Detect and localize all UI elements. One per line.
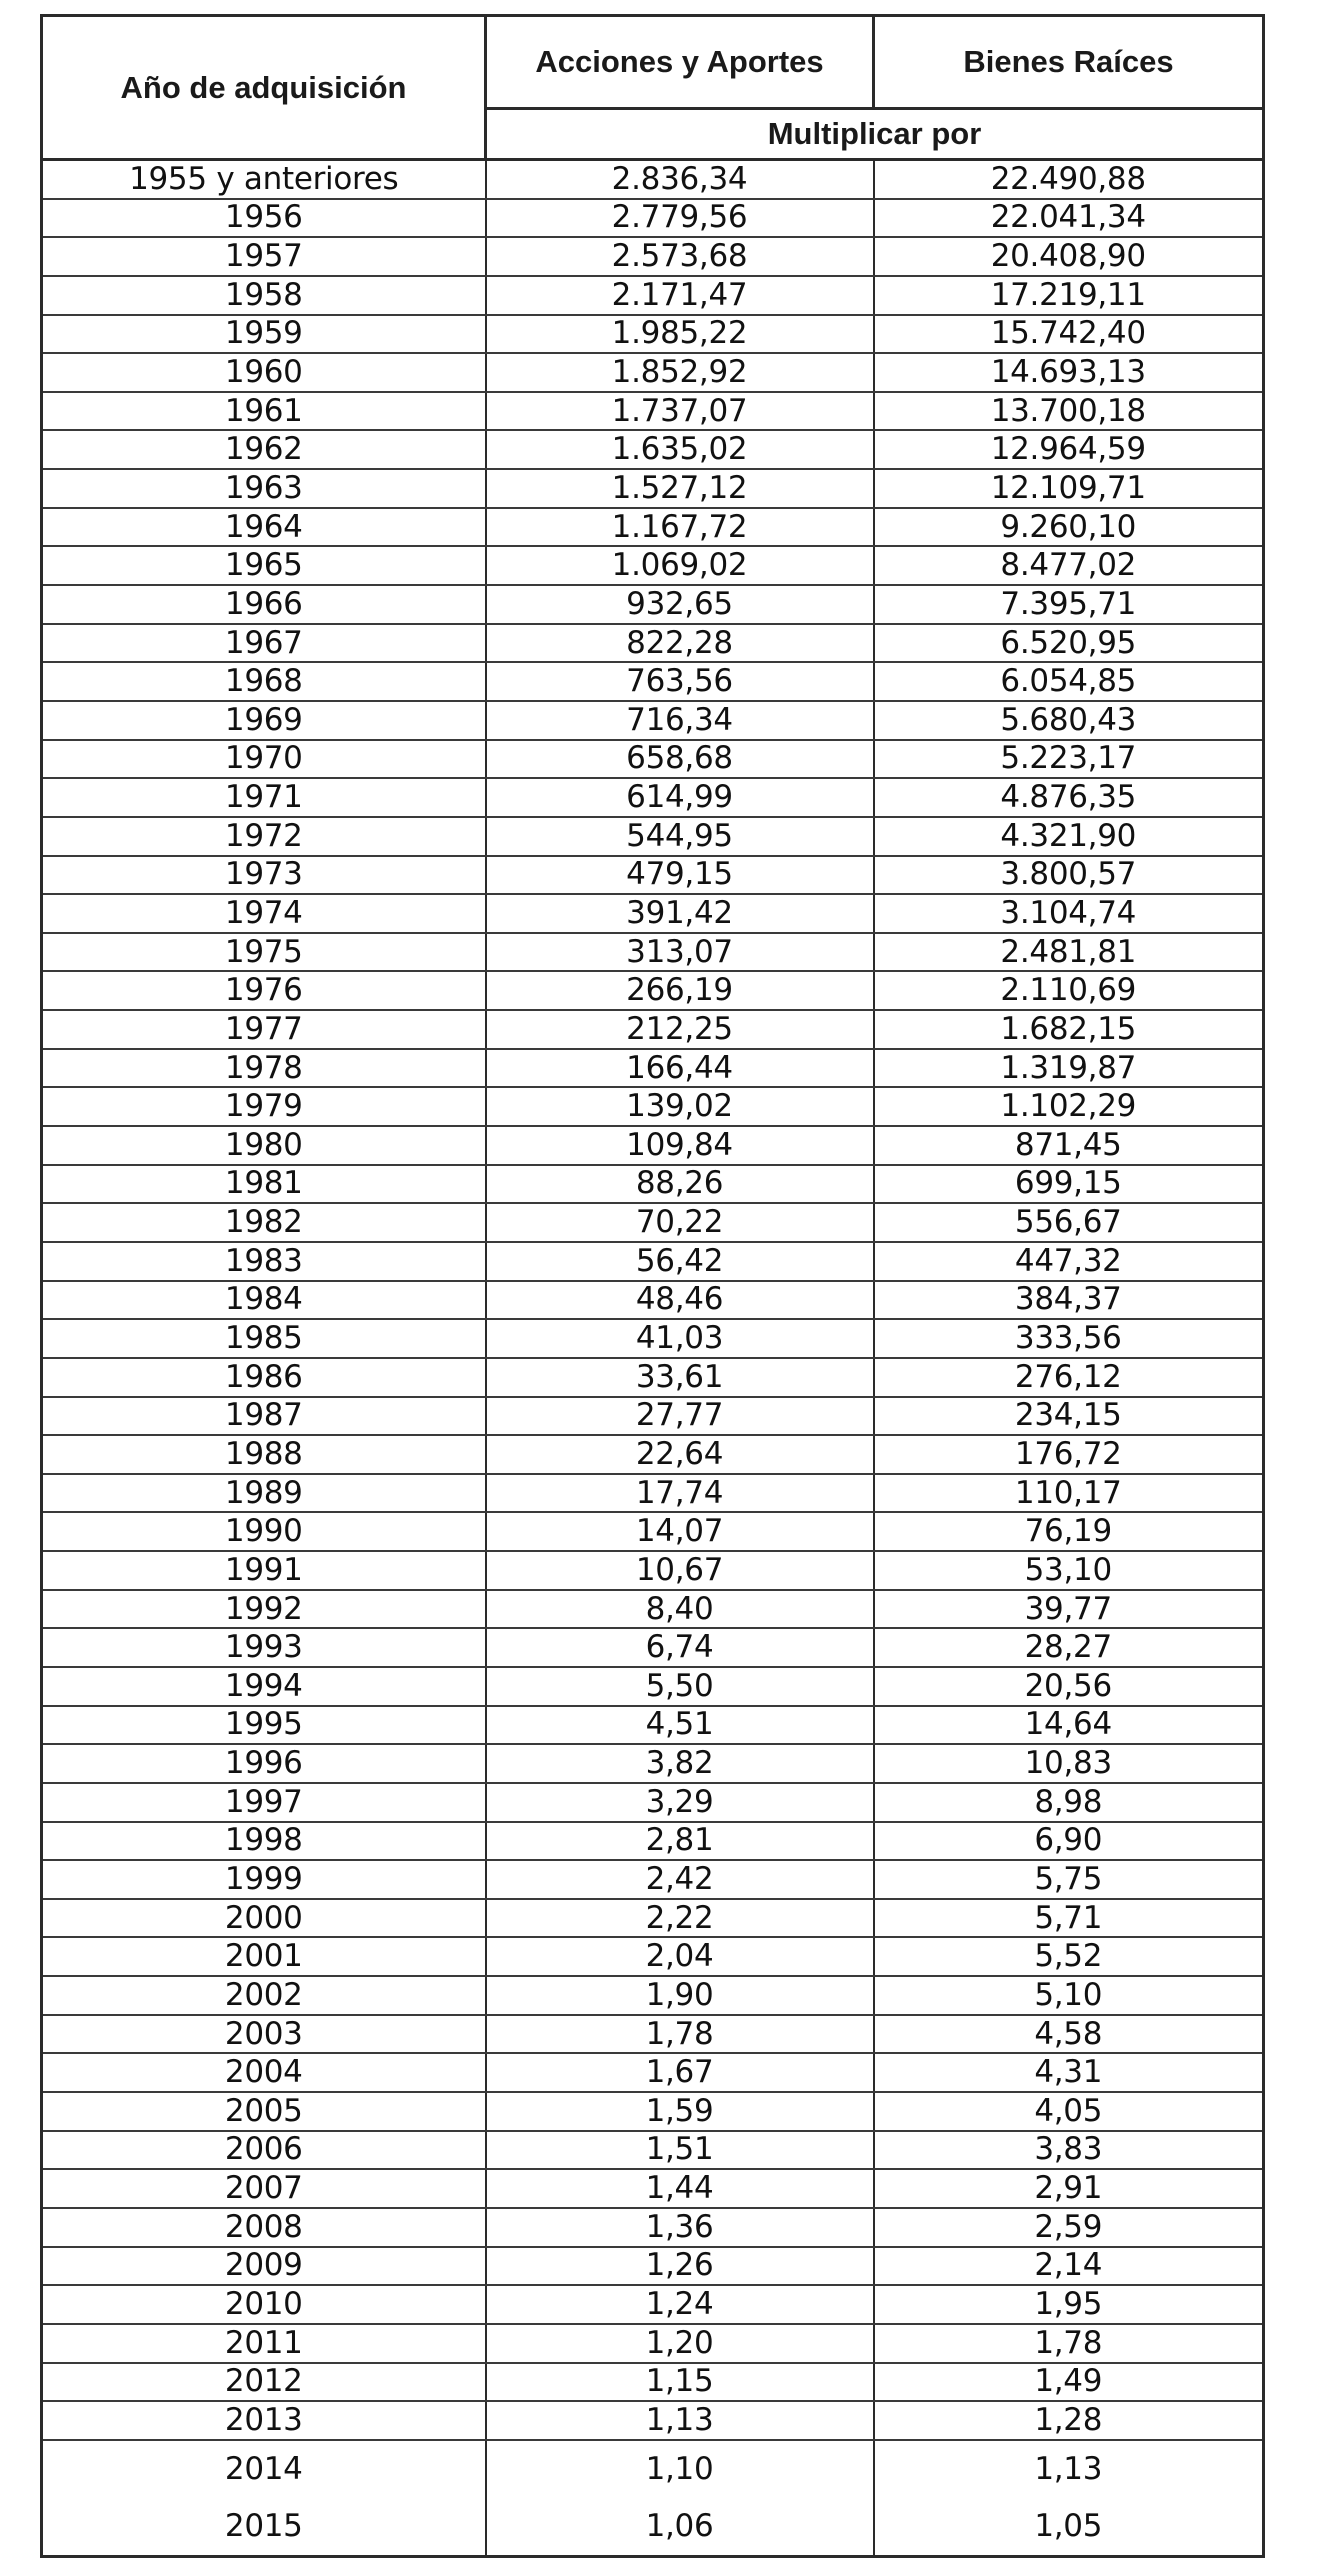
shares-factor-cell: 2.573,68 xyxy=(486,237,874,276)
table-row xyxy=(42,2363,1264,2402)
table-row xyxy=(42,1049,1264,1088)
year-cell: 1964 xyxy=(42,508,486,547)
shares-factor-cell: 479,15 xyxy=(486,856,874,895)
year-cell: 1957 xyxy=(42,237,486,276)
table-row xyxy=(42,1474,1264,1513)
real-estate-factor-cell: 1,95 xyxy=(874,2285,1264,2324)
year-cell: 1983 xyxy=(42,1242,486,1281)
shares-factor-cell: 658,68 xyxy=(486,740,874,779)
table-row xyxy=(42,1744,1264,1783)
real-estate-factor-cell: 53,10 xyxy=(874,1551,1264,1590)
table-row xyxy=(42,933,1264,972)
table-row xyxy=(42,315,1264,354)
shares-factor-cell: 14,07 xyxy=(486,1512,874,1551)
shares-factor-cell: 3,29 xyxy=(486,1783,874,1822)
shares-factor-cell: 27,77 xyxy=(486,1397,874,1436)
table-row xyxy=(42,199,1264,238)
table-row xyxy=(42,817,1264,856)
year-cell: 2013 xyxy=(42,2401,486,2440)
table-row xyxy=(42,1783,1264,1822)
real-estate-factor-cell: 2.481,81 xyxy=(874,933,1264,972)
year-cell: 2014 xyxy=(42,2440,486,2498)
year-cell: 1981 xyxy=(42,1165,486,1204)
real-estate-factor-cell: 6,90 xyxy=(874,1822,1264,1861)
table-row xyxy=(42,1667,1264,1706)
real-estate-factor-cell: 20,56 xyxy=(874,1667,1264,1706)
year-cell: 2009 xyxy=(42,2247,486,2286)
table-row xyxy=(42,1397,1264,1436)
table-row xyxy=(42,2247,1264,2286)
year-cell: 1994 xyxy=(42,1667,486,1706)
shares-factor-cell: 8,40 xyxy=(486,1590,874,1629)
real-estate-factor-cell: 28,27 xyxy=(874,1628,1264,1667)
shares-factor-cell: 1.527,12 xyxy=(486,469,874,508)
year-cell: 1982 xyxy=(42,1203,486,1242)
real-estate-factor-cell: 1,05 xyxy=(874,2498,1264,2557)
table-row xyxy=(42,778,1264,817)
table-row xyxy=(42,2092,1264,2131)
shares-factor-cell: 2,81 xyxy=(486,1822,874,1861)
shares-factor-cell: 48,46 xyxy=(486,1281,874,1320)
shares-factor-cell: 1.985,22 xyxy=(486,315,874,354)
header-real-estate: Bienes Raíces xyxy=(874,16,1264,109)
shares-factor-cell: 33,61 xyxy=(486,1358,874,1397)
header-row xyxy=(42,16,1264,109)
year-cell: 1997 xyxy=(42,1783,486,1822)
year-cell: 1955 y anteriores xyxy=(42,160,486,199)
real-estate-factor-cell: 4.321,90 xyxy=(874,817,1264,856)
year-cell: 1970 xyxy=(42,740,486,779)
shares-factor-cell: 4,51 xyxy=(486,1706,874,1745)
real-estate-factor-cell: 9.260,10 xyxy=(874,508,1264,547)
year-cell: 1990 xyxy=(42,1512,486,1551)
shares-factor-cell: 1.167,72 xyxy=(486,508,874,547)
year-cell: 1988 xyxy=(42,1435,486,1474)
year-cell: 1980 xyxy=(42,1126,486,1165)
shares-factor-cell: 1,10 xyxy=(486,2440,874,2498)
table-row xyxy=(42,160,1264,199)
year-cell: 1995 xyxy=(42,1706,486,1745)
real-estate-factor-cell: 5,10 xyxy=(874,1976,1264,2015)
year-cell: 1976 xyxy=(42,971,486,1010)
table-row xyxy=(42,1822,1264,1861)
shares-factor-cell: 1,51 xyxy=(486,2131,874,2170)
real-estate-factor-cell: 13.700,18 xyxy=(874,392,1264,431)
shares-factor-cell: 109,84 xyxy=(486,1126,874,1165)
shares-factor-cell: 70,22 xyxy=(486,1203,874,1242)
real-estate-factor-cell: 6.520,95 xyxy=(874,624,1264,663)
table-row xyxy=(42,430,1264,469)
table-row xyxy=(42,624,1264,663)
shares-factor-cell: 763,56 xyxy=(486,662,874,701)
real-estate-factor-cell: 1.319,87 xyxy=(874,1049,1264,1088)
shares-factor-cell: 266,19 xyxy=(486,971,874,1010)
shares-factor-cell: 1,78 xyxy=(486,2015,874,2054)
year-cell: 2004 xyxy=(42,2053,486,2092)
table-row xyxy=(42,740,1264,779)
real-estate-factor-cell: 1.102,29 xyxy=(874,1087,1264,1126)
table-row xyxy=(42,2401,1264,2440)
real-estate-factor-cell: 333,56 xyxy=(874,1319,1264,1358)
year-cell: 1989 xyxy=(42,1474,486,1513)
shares-factor-cell: 1,26 xyxy=(486,2247,874,2286)
year-cell: 2011 xyxy=(42,2324,486,2363)
table-row xyxy=(42,1976,1264,2015)
year-cell: 1958 xyxy=(42,276,486,315)
shares-factor-cell: 1.069,02 xyxy=(486,546,874,585)
real-estate-factor-cell: 447,32 xyxy=(874,1242,1264,1281)
real-estate-factor-cell: 22.490,88 xyxy=(874,160,1264,199)
real-estate-factor-cell: 8,98 xyxy=(874,1783,1264,1822)
shares-factor-cell: 1,36 xyxy=(486,2208,874,2247)
shares-factor-cell: 212,25 xyxy=(486,1010,874,1049)
shares-factor-cell: 2,42 xyxy=(486,1860,874,1899)
year-cell: 1974 xyxy=(42,894,486,933)
real-estate-factor-cell: 12.964,59 xyxy=(874,430,1264,469)
year-cell: 2006 xyxy=(42,2131,486,2170)
table-row xyxy=(42,1126,1264,1165)
table-row xyxy=(42,2169,1264,2208)
year-cell: 1971 xyxy=(42,778,486,817)
real-estate-factor-cell: 17.219,11 xyxy=(874,276,1264,315)
shares-factor-cell: 1.737,07 xyxy=(486,392,874,431)
table-row xyxy=(42,1087,1264,1126)
table-row xyxy=(42,1203,1264,1242)
table-row xyxy=(42,856,1264,895)
shares-factor-cell: 1.852,92 xyxy=(486,353,874,392)
real-estate-factor-cell: 4,05 xyxy=(874,2092,1264,2131)
real-estate-factor-cell: 12.109,71 xyxy=(874,469,1264,508)
shares-factor-cell: 1,90 xyxy=(486,1976,874,2015)
year-cell: 1977 xyxy=(42,1010,486,1049)
table-row xyxy=(42,2015,1264,2054)
real-estate-factor-cell: 5.680,43 xyxy=(874,701,1264,740)
shares-factor-cell: 166,44 xyxy=(486,1049,874,1088)
shares-factor-cell: 614,99 xyxy=(486,778,874,817)
real-estate-factor-cell: 384,37 xyxy=(874,1281,1264,1320)
shares-factor-cell: 2.171,47 xyxy=(486,276,874,315)
year-cell: 1969 xyxy=(42,701,486,740)
real-estate-factor-cell: 276,12 xyxy=(874,1358,1264,1397)
table-row xyxy=(42,392,1264,431)
year-cell: 1984 xyxy=(42,1281,486,1320)
shares-factor-cell: 716,34 xyxy=(486,701,874,740)
shares-factor-cell: 2.836,34 xyxy=(486,160,874,199)
shares-factor-cell: 2,04 xyxy=(486,1937,874,1976)
year-cell: 2012 xyxy=(42,2363,486,2402)
real-estate-factor-cell: 14.693,13 xyxy=(874,353,1264,392)
year-cell: 1985 xyxy=(42,1319,486,1358)
table-row xyxy=(42,2498,1264,2557)
shares-factor-cell: 17,74 xyxy=(486,1474,874,1513)
shares-factor-cell: 5,50 xyxy=(486,1667,874,1706)
table-row xyxy=(42,469,1264,508)
year-cell: 2000 xyxy=(42,1899,486,1938)
shares-factor-cell: 1,44 xyxy=(486,2169,874,2208)
real-estate-factor-cell: 871,45 xyxy=(874,1126,1264,1165)
real-estate-factor-cell: 22.041,34 xyxy=(874,199,1264,238)
table-header xyxy=(42,16,1264,160)
real-estate-factor-cell: 1,13 xyxy=(874,2440,1264,2498)
shares-factor-cell: 1,67 xyxy=(486,2053,874,2092)
real-estate-factor-cell: 2,59 xyxy=(874,2208,1264,2247)
shares-factor-cell: 22,64 xyxy=(486,1435,874,1474)
table-row xyxy=(42,276,1264,315)
year-cell: 1966 xyxy=(42,585,486,624)
real-estate-factor-cell: 2.110,69 xyxy=(874,971,1264,1010)
table-row xyxy=(42,585,1264,624)
real-estate-factor-cell: 76,19 xyxy=(874,1512,1264,1551)
year-cell: 1979 xyxy=(42,1087,486,1126)
year-cell: 2001 xyxy=(42,1937,486,1976)
year-cell: 1972 xyxy=(42,817,486,856)
real-estate-factor-cell: 1,49 xyxy=(874,2363,1264,2402)
shares-factor-cell: 1,20 xyxy=(486,2324,874,2363)
year-cell: 1992 xyxy=(42,1590,486,1629)
real-estate-factor-cell: 5,75 xyxy=(874,1860,1264,1899)
year-cell: 2008 xyxy=(42,2208,486,2247)
shares-factor-cell: 544,95 xyxy=(486,817,874,856)
shares-factor-cell: 41,03 xyxy=(486,1319,874,1358)
year-cell: 2010 xyxy=(42,2285,486,2324)
table-row xyxy=(42,662,1264,701)
shares-factor-cell: 932,65 xyxy=(486,585,874,624)
real-estate-factor-cell: 7.395,71 xyxy=(874,585,1264,624)
table-row xyxy=(42,1358,1264,1397)
table-row xyxy=(42,1165,1264,1204)
header-year-of-acquisition: Año de adquisición xyxy=(42,16,486,160)
table-row xyxy=(42,1010,1264,1049)
real-estate-factor-cell: 699,15 xyxy=(874,1165,1264,1204)
year-cell: 1959 xyxy=(42,315,486,354)
table-row xyxy=(42,1281,1264,1320)
table-row xyxy=(42,1590,1264,1629)
year-cell: 1978 xyxy=(42,1049,486,1088)
real-estate-factor-cell: 3,83 xyxy=(874,2131,1264,2170)
year-cell: 1993 xyxy=(42,1628,486,1667)
year-cell: 1967 xyxy=(42,624,486,663)
table-row xyxy=(42,701,1264,740)
real-estate-factor-cell: 5.223,17 xyxy=(874,740,1264,779)
table-row xyxy=(42,1860,1264,1899)
shares-factor-cell: 10,67 xyxy=(486,1551,874,1590)
table-row xyxy=(42,894,1264,933)
table-row xyxy=(42,2285,1264,2324)
table-row xyxy=(42,353,1264,392)
year-cell: 2007 xyxy=(42,2169,486,2208)
year-cell: 1986 xyxy=(42,1358,486,1397)
real-estate-factor-cell: 1.682,15 xyxy=(874,1010,1264,1049)
shares-factor-cell: 6,74 xyxy=(486,1628,874,1667)
table-row xyxy=(42,1242,1264,1281)
year-cell: 1960 xyxy=(42,353,486,392)
real-estate-factor-cell: 5,71 xyxy=(874,1899,1264,1938)
year-cell: 2005 xyxy=(42,2092,486,2131)
table-row xyxy=(42,1706,1264,1745)
shares-factor-cell: 139,02 xyxy=(486,1087,874,1126)
year-cell: 1975 xyxy=(42,933,486,972)
header-multiply-by: Multiplicar por xyxy=(486,109,1264,160)
real-estate-factor-cell: 5,52 xyxy=(874,1937,1264,1976)
year-cell: 1963 xyxy=(42,469,486,508)
real-estate-factor-cell: 3.104,74 xyxy=(874,894,1264,933)
shares-factor-cell: 3,82 xyxy=(486,1744,874,1783)
shares-factor-cell: 391,42 xyxy=(486,894,874,933)
real-estate-factor-cell: 8.477,02 xyxy=(874,546,1264,585)
real-estate-factor-cell: 4,58 xyxy=(874,2015,1264,2054)
adjustment-factor-table xyxy=(40,14,1265,2558)
shares-factor-cell: 1,59 xyxy=(486,2092,874,2131)
year-cell: 1961 xyxy=(42,392,486,431)
table-row xyxy=(42,1899,1264,1938)
real-estate-factor-cell: 3.800,57 xyxy=(874,856,1264,895)
real-estate-factor-cell: 1,78 xyxy=(874,2324,1264,2363)
real-estate-factor-cell: 4,31 xyxy=(874,2053,1264,2092)
table-body xyxy=(42,160,1264,2557)
shares-factor-cell: 2.779,56 xyxy=(486,199,874,238)
shares-factor-cell: 56,42 xyxy=(486,1242,874,1281)
year-cell: 1956 xyxy=(42,199,486,238)
real-estate-factor-cell: 39,77 xyxy=(874,1590,1264,1629)
real-estate-factor-cell: 15.742,40 xyxy=(874,315,1264,354)
shares-factor-cell: 822,28 xyxy=(486,624,874,663)
real-estate-factor-cell: 2,14 xyxy=(874,2247,1264,2286)
real-estate-factor-cell: 6.054,85 xyxy=(874,662,1264,701)
real-estate-factor-cell: 1,28 xyxy=(874,2401,1264,2440)
header-shares-and-contributions: Acciones y Aportes xyxy=(486,16,874,109)
year-cell: 1973 xyxy=(42,856,486,895)
year-cell: 1999 xyxy=(42,1860,486,1899)
real-estate-factor-cell: 176,72 xyxy=(874,1435,1264,1474)
shares-factor-cell: 1,06 xyxy=(486,2498,874,2557)
year-cell: 2002 xyxy=(42,1976,486,2015)
shares-factor-cell: 313,07 xyxy=(486,933,874,972)
year-cell: 2003 xyxy=(42,2015,486,2054)
year-cell: 1965 xyxy=(42,546,486,585)
shares-factor-cell: 1,15 xyxy=(486,2363,874,2402)
table-row xyxy=(42,2131,1264,2170)
year-cell: 1991 xyxy=(42,1551,486,1590)
table-row xyxy=(42,1319,1264,1358)
table-row xyxy=(42,2208,1264,2247)
year-cell: 2015 xyxy=(42,2498,486,2557)
shares-factor-cell: 1,13 xyxy=(486,2401,874,2440)
table-row xyxy=(42,1551,1264,1590)
table-row xyxy=(42,2324,1264,2363)
real-estate-factor-cell: 234,15 xyxy=(874,1397,1264,1436)
table-row xyxy=(42,971,1264,1010)
year-cell: 1996 xyxy=(42,1744,486,1783)
table-row xyxy=(42,2053,1264,2092)
real-estate-factor-cell: 4.876,35 xyxy=(874,778,1264,817)
table-row xyxy=(42,546,1264,585)
shares-factor-cell: 1.635,02 xyxy=(486,430,874,469)
table-row xyxy=(42,1937,1264,1976)
real-estate-factor-cell: 20.408,90 xyxy=(874,237,1264,276)
shares-factor-cell: 2,22 xyxy=(486,1899,874,1938)
real-estate-factor-cell: 2,91 xyxy=(874,2169,1264,2208)
table-row xyxy=(42,508,1264,547)
table-row xyxy=(42,2440,1264,2498)
table-row xyxy=(42,1435,1264,1474)
table-row xyxy=(42,1628,1264,1667)
shares-factor-cell: 88,26 xyxy=(486,1165,874,1204)
shares-factor-cell: 1,24 xyxy=(486,2285,874,2324)
real-estate-factor-cell: 10,83 xyxy=(874,1744,1264,1783)
year-cell: 1962 xyxy=(42,430,486,469)
real-estate-factor-cell: 110,17 xyxy=(874,1474,1264,1513)
year-cell: 1987 xyxy=(42,1397,486,1436)
year-cell: 1998 xyxy=(42,1822,486,1861)
table-row xyxy=(42,237,1264,276)
real-estate-factor-cell: 14,64 xyxy=(874,1706,1264,1745)
year-cell: 1968 xyxy=(42,662,486,701)
table-row xyxy=(42,1512,1264,1551)
real-estate-factor-cell: 556,67 xyxy=(874,1203,1264,1242)
